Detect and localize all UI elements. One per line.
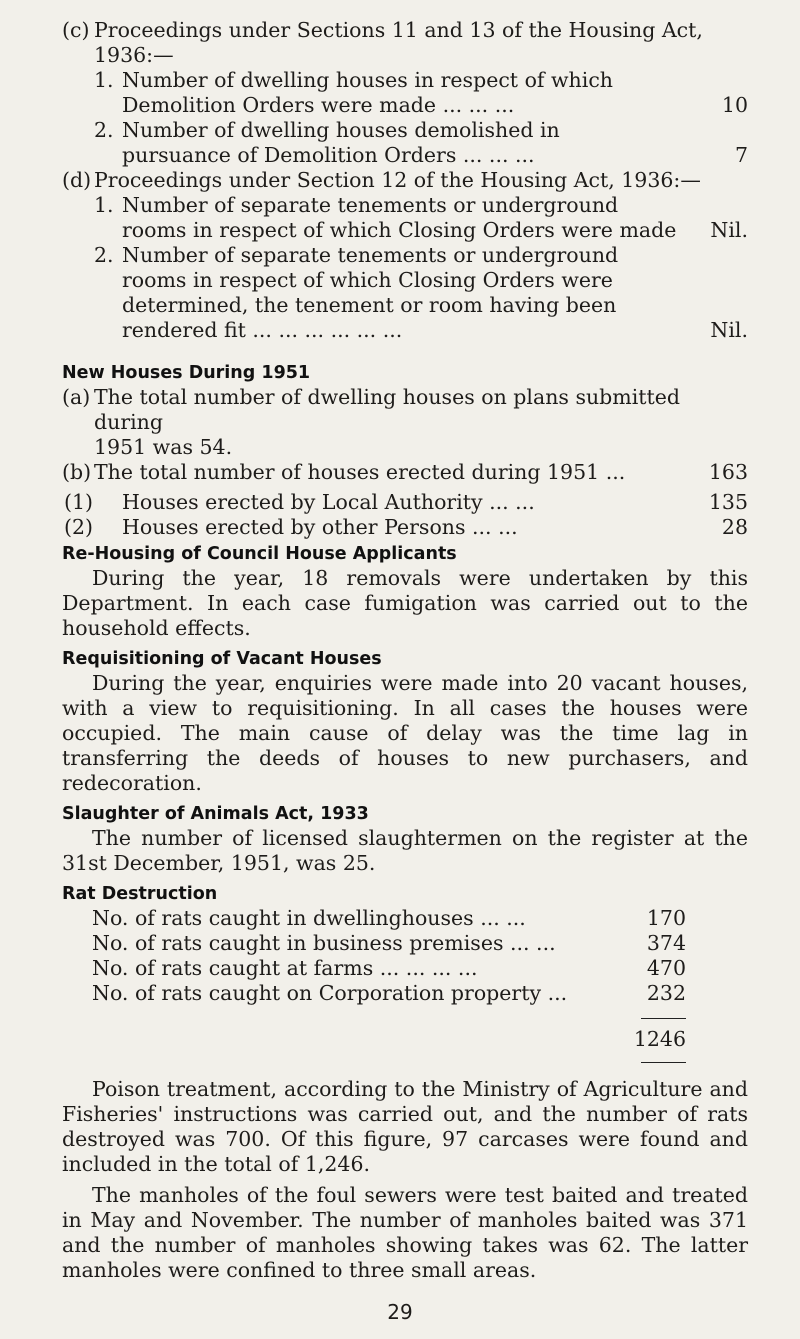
item-text-line: Number of separate tenements or underground (122, 243, 619, 267)
rat-total: 1246 (633, 1027, 686, 1051)
slaughter-text: The number of licensed slaughtermen on the register at the 31st December, 1951, was 25. (62, 826, 748, 875)
section-c-item-2 (94, 118, 748, 168)
section-d-label: (d) (62, 168, 92, 192)
new-houses-sub2-text: Houses erected by other Persons ... ... (122, 515, 518, 539)
total-rule-top (641, 1018, 686, 1019)
section-c-heading-year: 1936:— (94, 43, 174, 67)
new-houses-b-2 (62, 515, 748, 540)
requisitioning-text: During the year, enquiries were made into 20 vacant houses, with a view to requisitioning. In all cases the houses were occupied. The main cause of delay was the time lag in transferring the deeds of houses to new purchasers, and redecoration. (62, 671, 748, 795)
new-houses-b-label: (b) (62, 460, 92, 484)
item-text-line: determined, the tenement or room having been (122, 293, 617, 317)
item-text-line: rooms in respect of which Closing Orders were made (122, 218, 677, 242)
rat-table (62, 906, 748, 1063)
new-houses-sub2-label: (2) (64, 515, 94, 539)
section-d-heading: Proceedings under Section 12 of the Housing Act, 1936:— (94, 168, 701, 192)
item-text-line: Number of separate tenements or underground (122, 193, 619, 217)
rat-row (92, 981, 686, 1006)
new-houses-b (62, 460, 748, 485)
item-value: 7 (734, 143, 748, 167)
new-houses-sub2-value: 28 (721, 515, 748, 539)
poison-treatment-text: Poison treatment, according to the Ministry of Agriculture and Fisheries' instructions was carried out, and the number of rats destroyed was 700. Of this figure, 97 carcases were found and included in the total of 1,246. (62, 1077, 748, 1176)
rat-row-value: 170 (646, 906, 686, 930)
item-number: 2. (94, 118, 114, 142)
item-text-line: Number of dwelling houses in respect of which (122, 68, 613, 92)
new-houses-a-text-2: 1951 was 54. (94, 435, 233, 459)
item-number: 1. (94, 193, 114, 217)
new-houses-a-label: (a) (62, 385, 91, 409)
page-number: 29 (387, 1300, 413, 1324)
new-houses-b-value: 163 (708, 460, 748, 484)
item-text-line: rooms in respect of which Closing Orders were (122, 268, 613, 292)
rat-row-value: 232 (646, 981, 686, 1005)
section-c-item-1 (94, 68, 748, 118)
new-houses-a-text: The total number of dwelling houses on plans submitted during (94, 385, 681, 434)
item-value: Nil. (710, 218, 748, 242)
rat-row-label: No. of rats caught in business premises ... ... (92, 931, 556, 955)
new-houses-b-text: The total number of houses erected during 1951 ... (94, 460, 626, 484)
new-houses-sub1-text: Houses erected by Local Authority ... ... (122, 490, 535, 514)
section-d-item-2 (94, 243, 748, 343)
section-d-item-1 (94, 193, 748, 243)
item-number: 1. (94, 68, 114, 92)
section-c-label: (c) (62, 18, 90, 42)
total-rule-bottom (641, 1062, 686, 1063)
item-text-line: Demolition Orders were made ... ... ... (122, 93, 515, 117)
new-houses-sub1-value: 135 (708, 490, 748, 514)
rat-row-label: No. of rats caught in dwellinghouses ... ... (92, 906, 526, 930)
rat-row (92, 956, 686, 981)
new-houses-b-1 (62, 490, 748, 515)
section-c-heading: Proceedings under Sections 11 and 13 of the Housing Act, (94, 18, 703, 42)
requisitioning-heading: Requisitioning of Vacant Houses (62, 649, 382, 669)
rat-row-label: No. of rats caught at farms ... ... ... ... (92, 956, 478, 980)
item-text-line: Number of dwelling houses demolished in (122, 118, 560, 142)
item-text-line: rendered fit ... ... ... ... ... ... (122, 318, 403, 342)
rehousing-heading: Re-Housing of Council House Applicants (62, 544, 457, 564)
item-text-line: pursuance of Demolition Orders ... ... ... (122, 143, 535, 167)
section-d (62, 168, 748, 343)
rat-row-value: 374 (646, 931, 686, 955)
item-value: Nil. (710, 318, 748, 342)
rat-row (92, 931, 686, 956)
new-houses-heading: New Houses During 1951 (62, 363, 311, 383)
section-c (62, 18, 748, 168)
manholes-text: The manholes of the foul sewers were test baited and treated in May and November. The number of manholes baited was 371 and the number of manholes showing takes was 62. The latter manholes were confined to three small areas. (62, 1183, 748, 1282)
rehousing-text: During the year, 18 removals were undertaken by this Department. In each case fumigation was carried out to the household effects. (62, 566, 748, 640)
rat-row-label: No. of rats caught on Corporation property ... (92, 981, 568, 1005)
slaughter-heading: Slaughter of Animals Act, 1933 (62, 804, 369, 824)
item-number: 2. (94, 243, 114, 267)
rat-row-value: 470 (646, 956, 686, 980)
rat-row (92, 906, 686, 931)
new-houses-sub1-label: (1) (64, 490, 94, 514)
new-houses-a (62, 385, 748, 460)
rat-destruction-heading: Rat Destruction (62, 884, 218, 904)
item-value: 10 (721, 93, 748, 117)
